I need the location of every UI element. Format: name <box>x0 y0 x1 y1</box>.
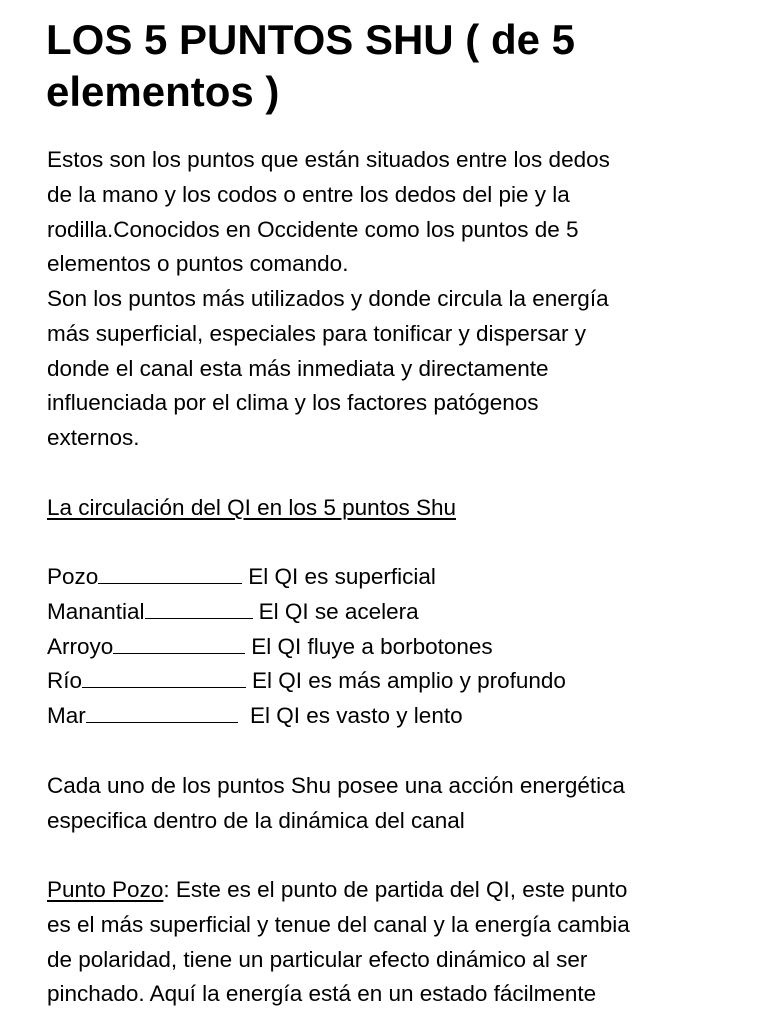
point-description: El QI es superficial <box>248 564 436 589</box>
text-line: pinchado. Aquí la energía está en un estado fácilmente <box>47 981 597 1007</box>
fill-line <box>86 702 238 723</box>
text-line: rodilla.Conocidos en Occidente como los puntos de 5 <box>47 216 579 242</box>
page-title: LOS 5 PUNTOS SHU ( de 5 elementos ) <box>46 16 575 115</box>
list-item <box>47 664 747 699</box>
second-paragraph <box>47 282 747 456</box>
text-line <box>47 873 747 908</box>
list-item <box>47 630 747 665</box>
shu-points-list <box>47 560 747 734</box>
point-description: El QI es más amplio y profundo <box>252 668 566 694</box>
fill-line <box>98 563 242 584</box>
list-item <box>47 560 747 595</box>
fill-line <box>82 667 246 688</box>
text-line: especifica dentro de la dinámica del canal <box>47 807 465 833</box>
point-name: Pozo <box>47 564 99 589</box>
point-name: Manantial <box>47 598 145 624</box>
point-name: Río <box>47 668 83 694</box>
text-line: Estos son los puntos que están situados entre los dedos <box>47 147 610 172</box>
punto-pozo-paragraph <box>47 873 747 1012</box>
point-description: El QI fluye a borbotones <box>251 633 493 659</box>
text-line: más superficial, especiales para tonificar y dispersar y <box>47 320 586 346</box>
text-line: externos. <box>47 425 140 451</box>
fill-line <box>113 633 245 654</box>
list-item <box>47 699 747 734</box>
text-line: de polaridad, tiene un particular efecto dinámico al ser <box>47 946 588 972</box>
punto-pozo-label: Punto Pozo <box>47 877 164 902</box>
text-line: es el más superficial y tenue del canal y la energía cambia <box>47 911 630 937</box>
text-line: influenciada por el clima y los factores patógenos <box>47 390 539 416</box>
text-line: de la mano y los codos o entre los dedos del pie y la <box>47 181 570 207</box>
text-line: elementos o puntos comando. <box>47 251 349 277</box>
point-name: Arroyo <box>47 633 114 659</box>
text-run: : Este es el punto de partida del QI, este punto <box>163 877 628 902</box>
third-paragraph <box>47 769 747 839</box>
subheading-text: La circulación del QI en los 5 puntos Shu <box>47 495 456 520</box>
point-name: Mar <box>47 703 86 729</box>
text-line: donde el canal esta más inmediata y directamente <box>47 355 549 381</box>
point-description: El QI es vasto y lento <box>243 703 463 729</box>
text-line: Son los puntos más utilizados y donde circula la energía <box>47 286 609 311</box>
list-item <box>47 595 747 630</box>
point-description: El QI se acelera <box>258 598 419 624</box>
text-line: Cada uno de los puntos Shu posee una acción energética <box>47 773 625 798</box>
fill-line <box>145 598 253 619</box>
intro-paragraph <box>47 143 747 282</box>
section-subheading <box>47 491 747 526</box>
